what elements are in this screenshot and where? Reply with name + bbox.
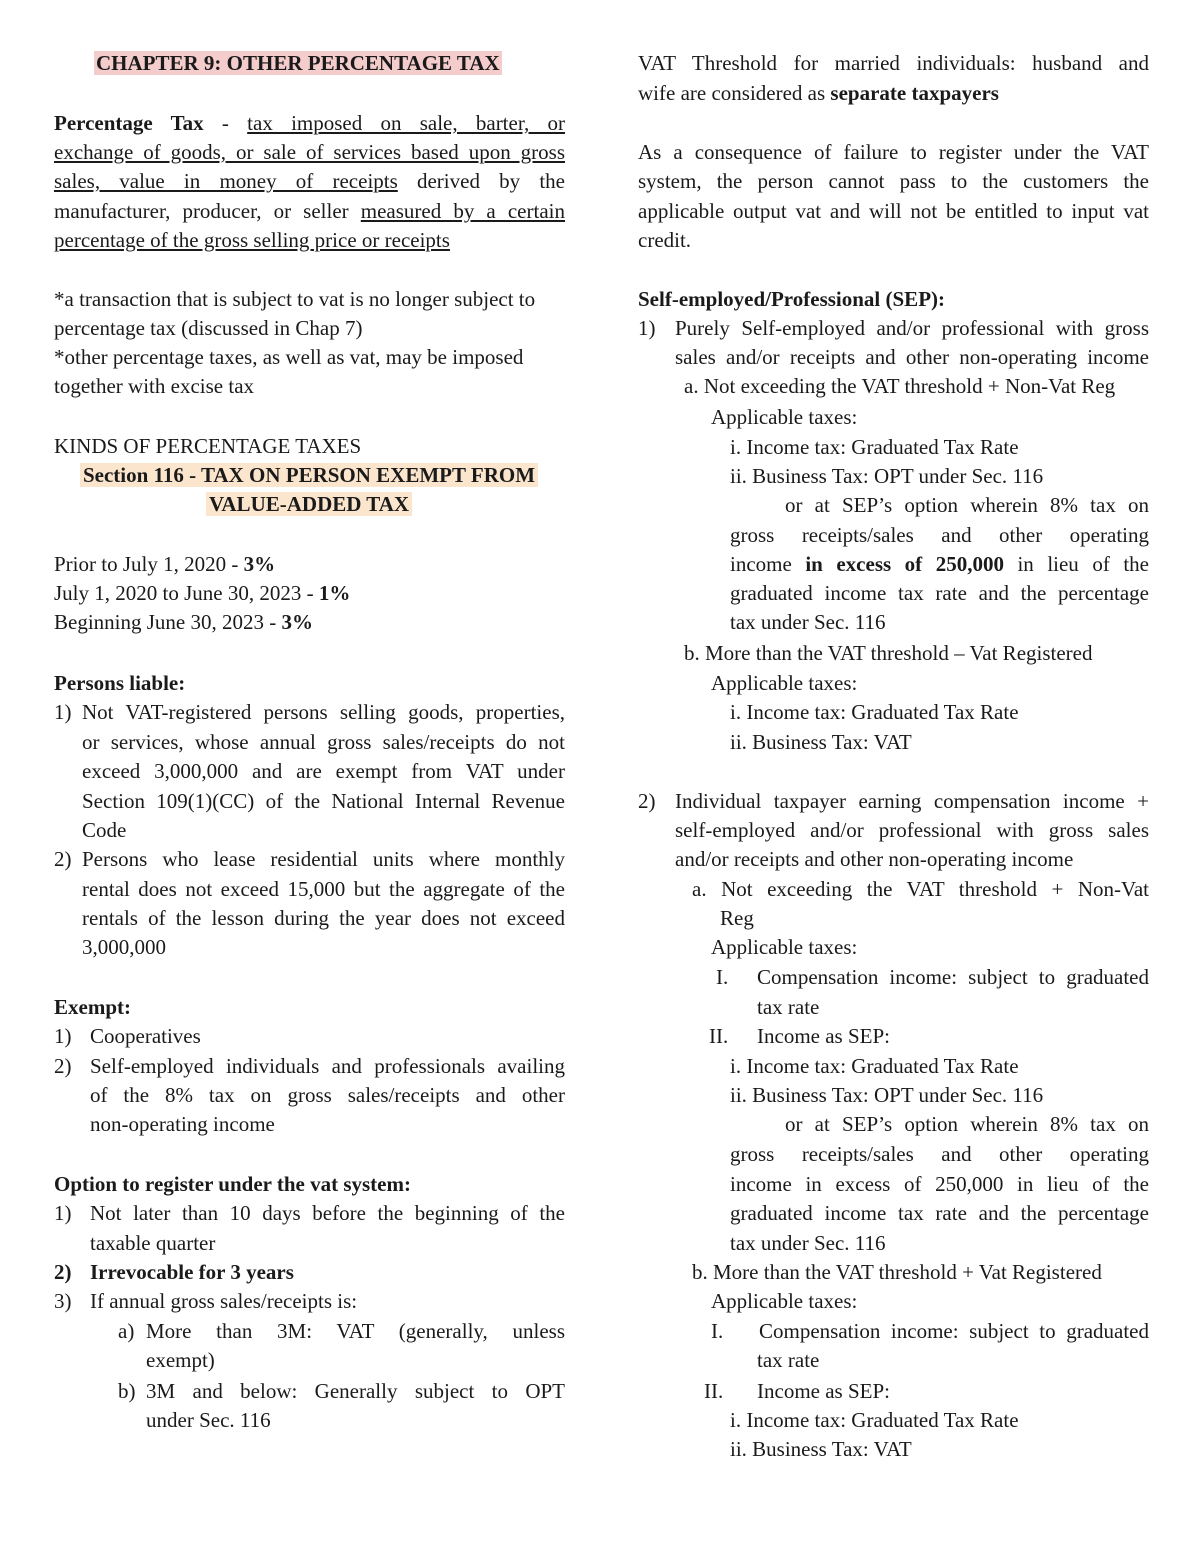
rate-line: July 1, 2020 to June 30, 2023 - 1% <box>54 581 351 605</box>
sep-option-line: gross receipts/sales and other operating <box>730 523 1149 547</box>
rate-line: Prior to July 1, 2020 - 3% <box>54 552 276 576</box>
income-tax-line: i. Income tax: Graduated Tax Rate <box>730 1054 1019 1078</box>
list-item-line: Individual taxpayer earning compensation income + <box>675 789 1149 813</box>
compensation-line: Compensation income: subject to graduated <box>759 1319 1149 1343</box>
threshold-line: wife are considered as separate taxpayers <box>638 81 999 105</box>
roman-numeral: II. <box>709 1024 729 1048</box>
sep-option-line: graduated income tax rate and the percentage <box>730 1201 1149 1225</box>
roman-numeral: I. <box>711 1319 724 1343</box>
list-number: 2) <box>54 1054 72 1078</box>
section-title-line-1: Section 116 - TAX ON PERSON EXEMPT FROM <box>0 461 618 490</box>
sep-option-line: income in excess of 250,000 in lieu of the <box>730 1172 1149 1196</box>
income-tax-line: i. Income tax: Graduated Tax Rate <box>730 1408 1019 1432</box>
list-item-line: self-employed and/or professional with gross sales <box>675 818 1149 842</box>
sep-option-line: gross receipts/sales and other operating <box>730 1142 1149 1166</box>
section-title-line-2: VALUE-ADDED TAX <box>0 490 618 519</box>
list-item-line: and/or receipts and other non-operating income <box>675 847 1074 871</box>
list-item-line: Code <box>82 818 127 842</box>
list-item-line: Purely Self-employed and/or professional with gross <box>675 316 1149 340</box>
list-number: 3) <box>54 1289 72 1313</box>
list-item-line: Irrevocable for 3 years <box>90 1260 294 1284</box>
consequence-line: applicable output vat and will not be entitled to input vat <box>638 199 1149 223</box>
list-item-line: Not VAT-registered persons selling goods, properties, <box>82 700 565 724</box>
list-item-line: sales and/or receipts and other non-operating income <box>675 345 1149 369</box>
sub-list-line: 3M and below: Generally subject to OPT <box>146 1379 565 1403</box>
list-item-line: taxable quarter <box>90 1231 216 1255</box>
list-item-line: Not later than 10 days before the beginning of the <box>90 1201 565 1225</box>
sub-item-b: b. More than the VAT threshold – Vat Registered <box>684 641 1093 665</box>
chapter-title: CHAPTER 9: OTHER PERCENTAGE TAX <box>96 51 500 75</box>
list-number: 1) <box>638 316 656 340</box>
sub-item-a: Reg <box>720 906 754 930</box>
income-tax-line: i. Income tax: Graduated Tax Rate <box>730 700 1019 724</box>
note-line: *a transaction that is subject to vat is no longer subject to <box>54 287 536 311</box>
compensation-line: tax rate <box>757 995 820 1019</box>
list-number: 1) <box>54 700 72 724</box>
applicable-taxes-label: Applicable taxes: <box>711 405 858 429</box>
definition-line-3: sales, value in money of receipts derived by the <box>54 169 566 193</box>
option-heading: Option to register under the vat system: <box>54 1172 411 1196</box>
sep-option-line: tax under Sec. 116 <box>730 610 886 634</box>
sub-item-a: a. Not exceeding the VAT threshold + Non-Vat Reg <box>684 374 1116 398</box>
consequence-line: credit. <box>638 228 692 252</box>
income-tax-line: i. Income tax: Graduated Tax Rate <box>730 435 1019 459</box>
income-as-sep: Income as SEP: <box>757 1024 890 1048</box>
sub-item-a: a. Not exceeding the VAT threshold + Non-Vat <box>692 877 1149 901</box>
exempt-heading: Exempt: <box>54 995 131 1019</box>
business-tax-line: ii. Business Tax: VAT <box>730 1437 912 1461</box>
note-line: percentage tax (discussed in Chap 7) <box>54 316 363 340</box>
sub-list-line: More than 3M: VAT (generally, unless <box>146 1319 565 1343</box>
list-item-line: non-operating income <box>90 1112 275 1136</box>
list-number: 2) <box>54 847 72 871</box>
rate-line: Beginning June 30, 2023 - 3% <box>54 610 313 634</box>
consequence-line: system, the person cannot pass to the customers the <box>638 169 1149 193</box>
applicable-taxes-label: Applicable taxes: <box>711 935 858 959</box>
list-item-line: rental does not exceed 15,000 but the aggregate of the <box>82 877 565 901</box>
income-as-sep: Income as SEP: <box>757 1379 890 1403</box>
definition-line-2: exchange of goods, or sale of services based upon gross <box>54 140 565 164</box>
list-item-line: Persons who lease residential units where monthly <box>82 847 565 871</box>
compensation-line: tax rate <box>757 1348 820 1372</box>
sub-list-line: exempt) <box>146 1348 215 1372</box>
definition-line-5: percentage of the gross selling price or receipts <box>54 228 450 252</box>
list-item-line: exceed 3,000,000 and are exempt from VAT under <box>82 759 565 783</box>
roman-numeral: II. <box>704 1379 724 1403</box>
sep-option-line: income in excess of 250,000 in lieu of the <box>730 552 1149 576</box>
list-item-line: If annual gross sales/receipts is: <box>90 1289 358 1313</box>
sub-item-b: b. More than the VAT threshold + Vat Registered <box>692 1260 1102 1284</box>
applicable-taxes-label: Applicable taxes: <box>711 1289 858 1313</box>
list-item-line: Section 109(1)(CC) of the National Internal Revenue <box>82 789 565 813</box>
list-item-line: Cooperatives <box>90 1024 201 1048</box>
sep-option-line: graduated income tax rate and the percentage <box>730 581 1149 605</box>
sep-option-line: or at SEP’s option wherein 8% tax on <box>785 1112 1149 1136</box>
sep-option-line: or at SEP’s option wherein 8% tax on <box>785 493 1149 517</box>
sub-list-letter: b) <box>118 1379 136 1403</box>
list-number: 2) <box>54 1260 72 1284</box>
sep-option-line: tax under Sec. 116 <box>730 1231 886 1255</box>
business-tax-line: ii. Business Tax: OPT under Sec. 116 <box>730 464 1044 488</box>
kinds-heading: KINDS OF PERCENTAGE TAXES <box>54 434 362 458</box>
sep-heading: Self-employed/Professional (SEP): <box>638 287 946 311</box>
applicable-taxes-label: Applicable taxes: <box>711 671 858 695</box>
list-item-line: of the 8% tax on gross sales/receipts and other <box>90 1083 565 1107</box>
list-number: 2) <box>638 789 656 813</box>
threshold-line: VAT Threshold for married individuals: husband and <box>638 51 1149 75</box>
list-number: 1) <box>54 1201 72 1225</box>
list-number: 1) <box>54 1024 72 1048</box>
list-item-line: or services, whose annual gross sales/receipts do not <box>82 730 565 754</box>
business-tax-line: ii. Business Tax: VAT <box>730 730 912 754</box>
compensation-line: Compensation income: subject to graduated <box>757 965 1149 989</box>
consequence-line: As a consequence of failure to register under the VAT <box>638 140 1149 164</box>
definition-line-1: Percentage Tax - tax imposed on sale, barter, or <box>54 111 565 135</box>
sub-list-letter: a) <box>118 1319 135 1343</box>
list-item-line: rentals of the lesson during the year does not exceed <box>82 906 565 930</box>
persons-liable-heading: Persons liable: <box>54 671 186 695</box>
definition-line-4: manufacturer, producer, or seller measured by a certain <box>54 199 565 223</box>
note-line: together with excise tax <box>54 374 255 398</box>
sub-list-line: under Sec. 116 <box>146 1408 271 1432</box>
roman-numeral: I. <box>716 965 729 989</box>
list-item-line: 3,000,000 <box>82 935 166 959</box>
list-item-line: Self-employed individuals and professionals availing <box>90 1054 565 1078</box>
business-tax-line: ii. Business Tax: OPT under Sec. 116 <box>730 1083 1044 1107</box>
note-line: *other percentage taxes, as well as vat, may be imposed <box>54 345 524 369</box>
